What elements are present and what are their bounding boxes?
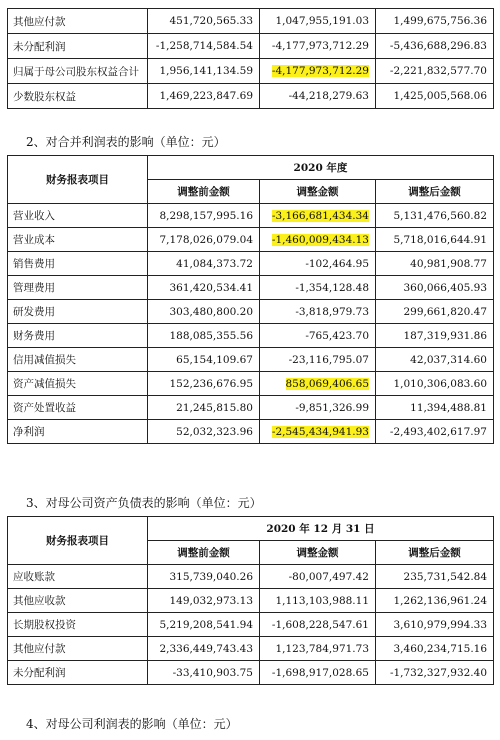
value-adjustment: 1,113,103,988.11: [260, 589, 376, 613]
value-after: 360,066,405.93: [376, 276, 494, 300]
table-row: [8, 348, 494, 372]
row-label: 销售费用: [8, 252, 148, 276]
value-before: 7,178,026,079.04: [148, 228, 260, 252]
value-adjustment: [260, 420, 376, 444]
value-after: 299,661,820.47: [376, 300, 494, 324]
value-after: 40,981,908.77: [376, 252, 494, 276]
value-adjustment: -4,177,973,712.29: [260, 34, 376, 59]
value-after: 42,037,314.60: [376, 348, 494, 372]
period-header: 2020 年 12 月 31 日: [148, 517, 494, 541]
value-after: -2,493,402,617.97: [376, 420, 494, 444]
value-after: 1,425,005,568.06: [376, 84, 494, 109]
period-header: 2020 年度: [148, 156, 494, 180]
column-header-item: 财务报表项目: [8, 517, 148, 565]
section-3-title: 3、对母公司资产负债表的影响（单位：元）: [26, 496, 262, 510]
value-before: -33,410,903.75: [148, 661, 260, 685]
table-row: [8, 300, 494, 324]
highlighted-value: -2,545,434,941.93: [271, 425, 369, 438]
column-header-before: 调整前金额: [148, 180, 260, 204]
value-before: 152,236,676.95: [148, 372, 260, 396]
value-before: 149,032,973.13: [148, 589, 260, 613]
value-adjustment: 1,123,784,971.73: [260, 637, 376, 661]
value-after: 187,319,931.86: [376, 324, 494, 348]
value-before: 5,219,208,541.94: [148, 613, 260, 637]
table-row: [8, 9, 494, 34]
table-row: [8, 228, 494, 252]
parent-balance-sheet-table: [7, 516, 494, 685]
table-row: [8, 661, 494, 685]
value-adjustment: -3,818,979.73: [260, 300, 376, 324]
table-row: [8, 565, 494, 589]
row-label: 少数股东权益: [8, 84, 148, 109]
column-header-item: 财务报表项目: [8, 156, 148, 204]
highlighted-value: -4,177,973,712.29: [271, 65, 369, 77]
row-label: 资产减值损失: [8, 372, 148, 396]
value-adjustment: -9,851,326.99: [260, 396, 376, 420]
column-header-before: 调整前金额: [148, 541, 260, 565]
row-label: 未分配利润: [8, 661, 148, 685]
row-label: 其他应收款: [8, 589, 148, 613]
table-row: [8, 637, 494, 661]
value-before: 315,739,040.26: [148, 565, 260, 589]
value-adjustment: -1,354,128.48: [260, 276, 376, 300]
section-4-title: 4、对母公司利润表的影响（单位：元）: [26, 717, 238, 731]
value-after: -1,732,327,932.40: [376, 661, 494, 685]
value-adjustment: [260, 228, 376, 252]
value-adjustment: [260, 59, 376, 84]
row-label: 管理费用: [8, 276, 148, 300]
value-after: 5,131,476,560.82: [376, 204, 494, 228]
value-adjustment: -23,116,795.07: [260, 348, 376, 372]
table-row: [8, 420, 494, 444]
table-row: [8, 396, 494, 420]
table-row: [8, 589, 494, 613]
section-2-title: 2、对合并利润表的影响（单位：元）: [26, 135, 226, 149]
value-before: 2,336,449,743.43: [148, 637, 260, 661]
value-after: 1,499,675,756.36: [376, 9, 494, 34]
value-before: 65,154,109.67: [148, 348, 260, 372]
table-row: [8, 613, 494, 637]
value-after: 5,718,016,644.91: [376, 228, 494, 252]
value-before: 52,032,323.96: [148, 420, 260, 444]
table-row: [8, 84, 494, 109]
column-header-after: 调整后金额: [376, 180, 494, 204]
row-label: 营业收入: [8, 204, 148, 228]
value-adjustment: -102,464.95: [260, 252, 376, 276]
row-label: 长期股权投资: [8, 613, 148, 637]
row-label: 归属于母公司股东权益合计: [8, 59, 148, 84]
column-header-adjustment: 调整金额: [260, 180, 376, 204]
value-after: 3,460,234,715.16: [376, 637, 494, 661]
value-after: -5,436,688,296.83: [376, 34, 494, 59]
value-before: 21,245,815.80: [148, 396, 260, 420]
value-after: 11,394,488.81: [376, 396, 494, 420]
table-row: [8, 276, 494, 300]
value-before: 361,420,534.41: [148, 276, 260, 300]
value-after: 235,731,542.84: [376, 565, 494, 589]
value-before: 41,084,373.72: [148, 252, 260, 276]
row-label: 研发费用: [8, 300, 148, 324]
row-label: 营业成本: [8, 228, 148, 252]
value-after: 1,262,136,961.24: [376, 589, 494, 613]
table-row: [8, 59, 494, 84]
highlighted-value: 858,069,406.65: [285, 377, 369, 390]
value-adjustment: -765,423.70: [260, 324, 376, 348]
table-row: [8, 372, 494, 396]
value-before: 8,298,157,995.16: [148, 204, 260, 228]
row-label: 资产处置收益: [8, 396, 148, 420]
row-label: 未分配利润: [8, 34, 148, 59]
value-adjustment: -80,007,497.42: [260, 565, 376, 589]
value-adjustment: [260, 204, 376, 228]
table-row: [8, 252, 494, 276]
row-label: 信用减值损失: [8, 348, 148, 372]
value-adjustment: -1,608,228,547.61: [260, 613, 376, 637]
income-statement-table: [7, 155, 494, 444]
value-before: 1,469,223,847.69: [148, 84, 260, 109]
table-row: [8, 324, 494, 348]
row-label: 其他应付款: [8, 637, 148, 661]
value-after: 1,010,306,083.60: [376, 372, 494, 396]
value-before: 303,480,800.20: [148, 300, 260, 324]
value-before: 1,956,141,134.59: [148, 59, 260, 84]
value-before: -1,258,714,584.54: [148, 34, 260, 59]
column-header-adjustment: 调整金额: [260, 541, 376, 565]
highlighted-value: -1,460,009,434.13: [271, 233, 369, 246]
table-row: [8, 34, 494, 59]
value-adjustment: [260, 372, 376, 396]
value-after: -2,221,832,577.70: [376, 59, 494, 84]
row-label: 其他应付款: [8, 9, 148, 34]
balance-sheet-table-top: [7, 8, 494, 109]
value-before: 188,085,355.56: [148, 324, 260, 348]
value-adjustment: -1,698,917,028.65: [260, 661, 376, 685]
value-adjustment: 1,047,955,191.03: [260, 9, 376, 34]
row-label: 净利润: [8, 420, 148, 444]
highlighted-value: -3,166,681,434.34: [271, 209, 369, 222]
table-row: [8, 204, 494, 228]
column-header-after: 调整后金额: [376, 541, 494, 565]
value-after: 3,610,979,994.33: [376, 613, 494, 637]
row-label: 财务费用: [8, 324, 148, 348]
row-label: 应收账款: [8, 565, 148, 589]
value-adjustment: -44,218,279.63: [260, 84, 376, 109]
value-before: 451,720,565.33: [148, 9, 260, 34]
